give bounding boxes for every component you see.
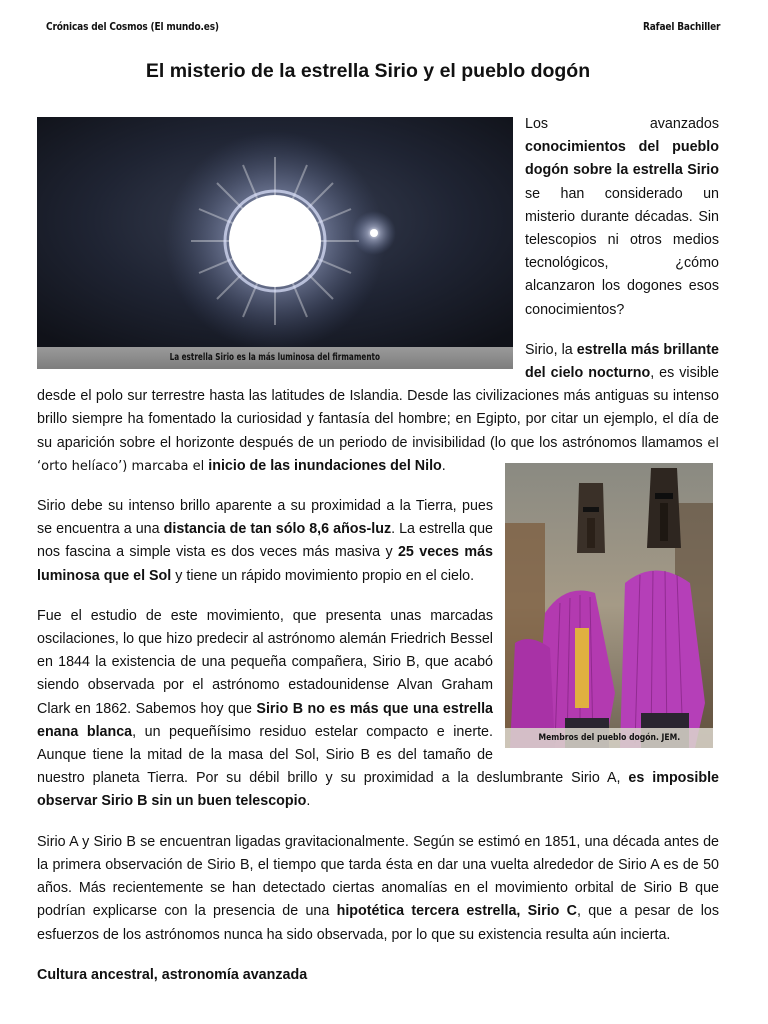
sirius-caption: La estrella Sirio es la más luminosa del firmamento (37, 347, 513, 369)
publication-name: Crónicas del Cosmos (El mundo.es) (46, 20, 219, 33)
sirius-image (37, 117, 513, 369)
section-heading: Cultura ancestral, astronomía avanzada (37, 966, 308, 983)
dogon-caption: Membros del pueblo dogón. JEM. (505, 728, 713, 748)
article-body (37, 113, 719, 987)
paragraph-4: Fue el estudio de este movimiento, que presenta unas marcadas oscilaciones, lo que hizo predecir al astrónomo alemán Friedrich Bessel en 1844 la existencia de una pequeña compañera, Sirio B, que acabó siendo observada por el astrónomo estadounidense Alvan Graham Clark en 1862. Sabemos hoy que Sirio B no es más que una estrella enana blanca, un pequeñísimo residuo estelar compacto e inerte. Aunque tiene la mitad de la masa del Sol, Sirio B es del tamaño de nuestro planeta Tierra. Por su débil brillo y su proximidad a la deslumbrante Sirio A, es imposible observar Sirio B sin un buen telescopio. (37, 607, 719, 810)
paragraph-5: Sirio A y Sirio B se encuentran ligadas gravitacionalmente. Según se estimó en 1851, una década antes de la primera observación de Sirio B, el tiempo que tarda ésta en dar una vuelta alrededor de Sirio A es de 50 años. Más recientemente se han detectado ciertas anomalías en el movimiento orbital de Sirio B que podrían explicarse con la presencia de una hipotética tercera estrella, Sirio C, que a pesar de los esfuerzos de los astrónomos nunca ha sido observada, por lo que su existencia resulta aún incierta. (37, 833, 719, 943)
author-name: Rafael Bachiller (642, 20, 720, 33)
dogon-image (505, 463, 713, 748)
paragraph-2: Sirio, la estrella más brillante del cielo nocturno, es visible desde el polo sur terrestre hasta las latitudes de Islandia. Desde las civilizaciones más antiguas su intenso brillo siempre ha fomentado la curiosidad y fantasía del hombre; en Egipto, por citar un ejemplo, el día de su aparición sobre el horizonte después de un periodo de invisibilidad (lo que los astrónomos llamamos Membros del pueblo dogón. JEM. el ‘orto helíaco’) marcaba el inicio de las inundaciones del Nilo. (37, 339, 719, 478)
page-header (46, 20, 720, 40)
article-title: El misterio de la estrella Sirio y el pueblo dogón (145, 60, 591, 82)
paragraph-1: Los avanzados conocimientos del pueblo dogón sobre la estrella Sirio se han considerado un misterio durante décadas. Sin telescopios ni otros medios tecnológicos, ¿cómo alcanzaron los dogones esos conocimientos? (525, 116, 719, 318)
sirius-photo (37, 117, 513, 369)
paragraph-3: Sirio debe su intenso brillo aparente a su proximidad a la Tierra, pues se encuentra a una distancia de tan sólo 8,6 años-luz. La estrella que nos fascina a simple vista es dos veces más masiva y 25 veces más luminosa que el Sol y tiene un rápido movimiento propio en el cielo. (37, 498, 494, 584)
dogon-photo (505, 463, 713, 748)
